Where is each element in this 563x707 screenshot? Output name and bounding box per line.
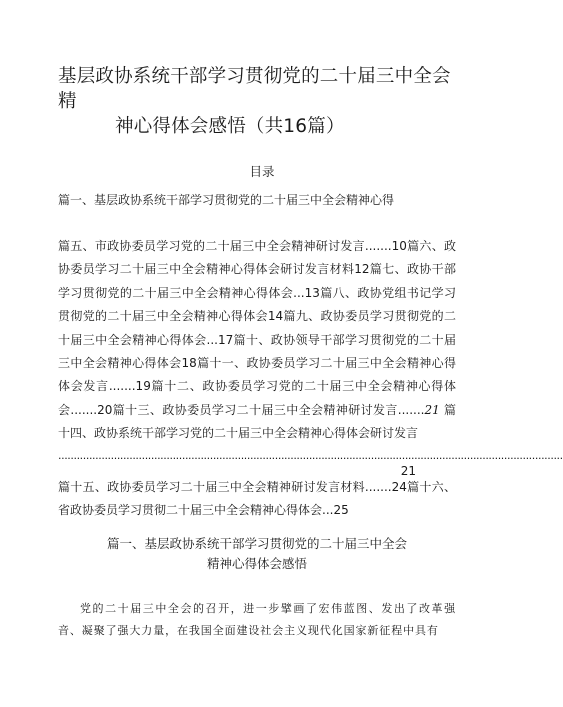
body-paragraph: 党的二十届三中全会的召开，进一步擘画了宏伟蓝图、发出了改革强音、凝聚了强大力量，在我国全面建设社会主义现代化国家新征程中具有 [58, 602, 456, 637]
document-title-line-2: 神心得体会感悟（共16篇） [115, 116, 345, 137]
toc-entries-block [58, 235, 563, 522]
toc-entries-15-16[interactable]: 篇十五、政协委员学习二十届三中全会精神研讨发言材料.......24篇十六、省政协委员学习贯彻二十届三中全会精神心得体会...25 [58, 479, 456, 518]
toc-entry-14[interactable]: 篇十四、政协系统干部学习党的二十届三中全会精神心得体会研讨发言 [58, 402, 456, 441]
toc-page-number: 21 [400, 463, 416, 478]
section-title [58, 534, 456, 574]
toc-page-number: 21 [424, 402, 440, 417]
document-title-line-1: 基层政协系统干部学习贯彻党的二十届三中全会精 [58, 66, 451, 112]
toc-entry-1[interactable]: 篇一、基层政协系统干部学习贯彻党的二十届三中全会精神心得 [58, 193, 395, 207]
toc-entries-5-13[interactable]: 篇五、市政协委员学习党的二十届三中全会精神研讨发言.......10篇六、政协委员学习二十届三中全会精神心得体会研讨发言材料12篇七、政协干部学习贯彻党的二十届三中全会精神心得体会...13篇八、政协党组书记学习贯彻党的二十届三中全会精神心得体会14篇九、政协委员学习贯彻党的二十届三中全会精神心得体会...17篇十、政协领导干部学习贯彻党的二十届三中全会精神心得体会18篇十一、政协委员学习二十届三中全会精神心得体会发言.......19篇十二、政协委员学习党的二十届三中全会精神心得体会.......20篇十三、政协委员学习二十届三中全会精神研讨发言....... [58, 239, 456, 417]
toc-leader-dots: ................................................................................................................................................................... [58, 448, 563, 462]
toc-heading: 目录 [249, 164, 275, 179]
document-title [58, 0, 456, 139]
section-title-line-1: 篇一、基层政协系统干部学习贯彻党的二十届三中全会 [106, 536, 407, 552]
section-title-line-2: 精神心得体会感悟 [206, 556, 307, 572]
